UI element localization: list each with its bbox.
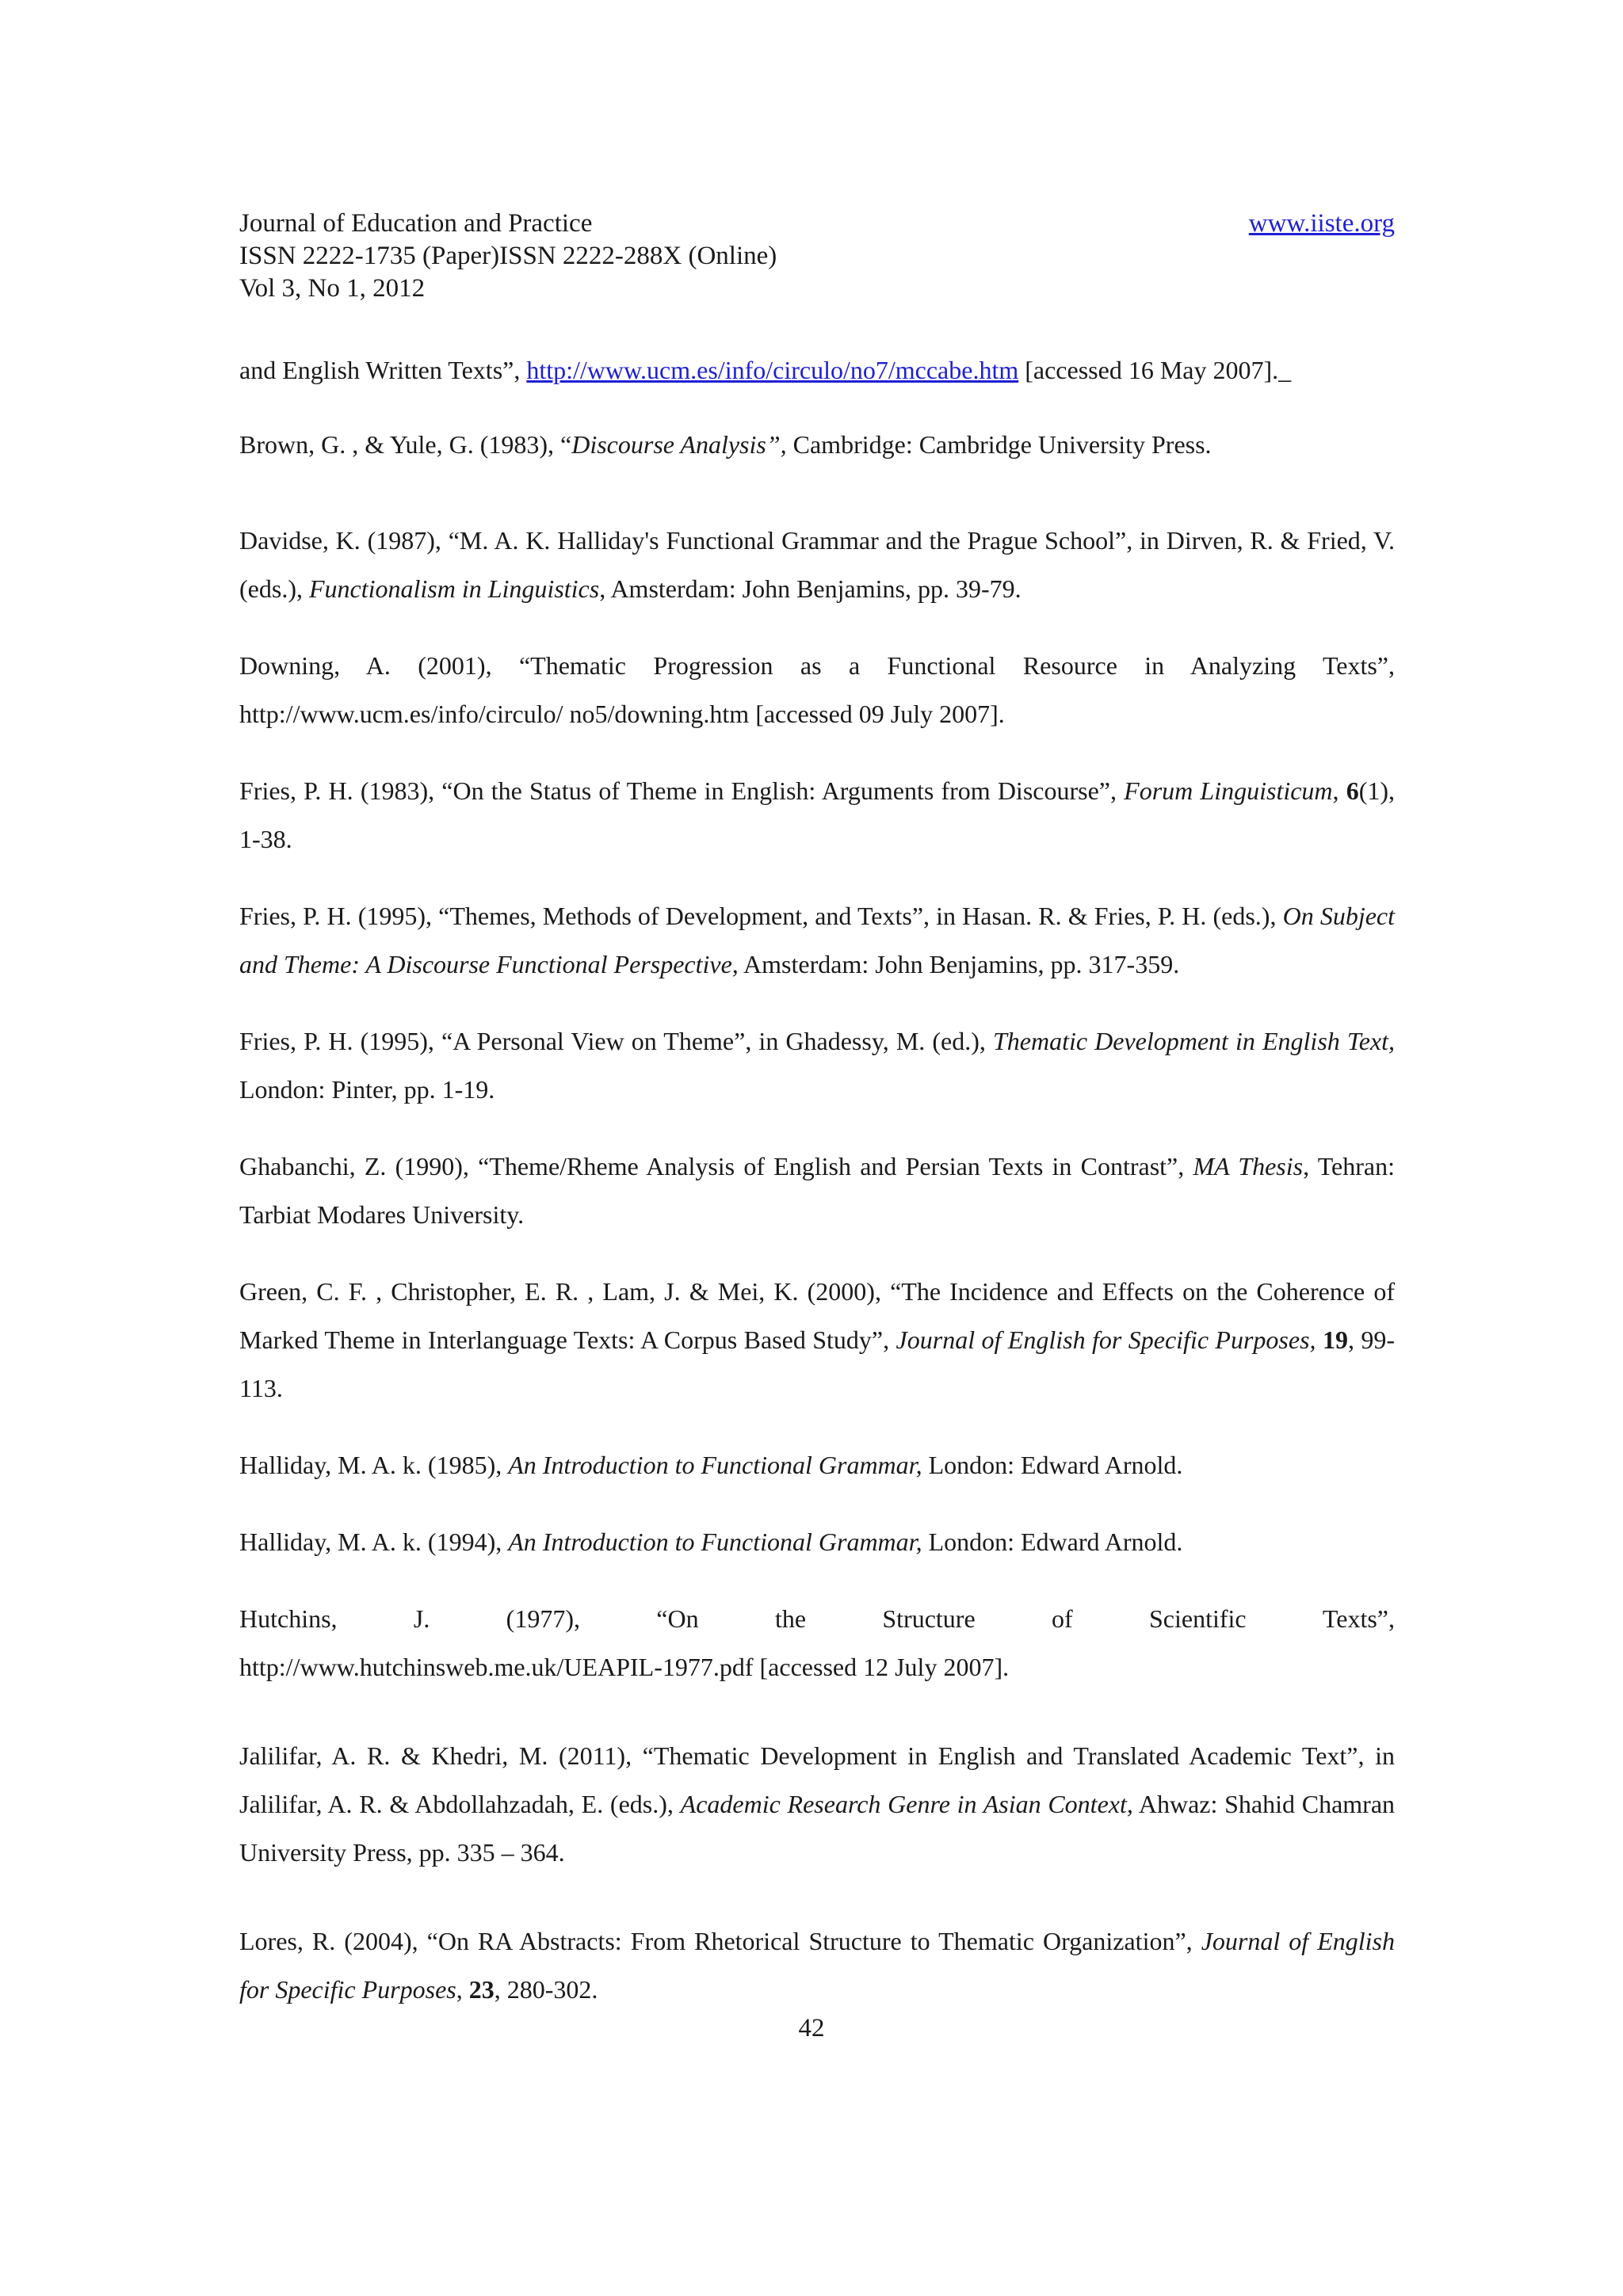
reference-url-link[interactable]: http://www.ucm.es/info/circulo/no7/mccabe.htm — [526, 356, 1019, 384]
issn-online: ISSN 2222-288X (Online) — [499, 242, 777, 270]
reference-entry: Jalilifar, A. R. & Khedri, M. (2011), “Thematic Development in English and Translated Academic Text”, in Jalilifar, A. R. & Abdollahzadah, E. (eds.), Academic Research Genre in Asian Context, Ahwaz: Shahid Chamran University Press, pp. 335 – 364. — [239, 1741, 1396, 1867]
page-number: 42 — [798, 2014, 825, 2042]
volume-info: Vol 3, No 1, 2012 — [239, 274, 426, 303]
reference-entry: Halliday, M. A. k. (1994), An Introduction to Functional Grammar, London: Edward Arnold. — [239, 1527, 1183, 1556]
reference-entry: Lores, R. (2004), “On RA Abstracts: From Rhetorical Structure to Thematic Organization”, Journal of English for Specific Purposes, 23, 280-302. — [239, 1927, 1395, 2004]
reference-entry: and English Written Texts”, http://www.ucm.es/info/circulo/no7/mccabe.htm [accessed 16 May 2007]._ — [239, 356, 1292, 384]
reference-entry: Fries, P. H. (1995), “A Personal View on Theme”, in Ghadessy, M. (ed.), Thematic Development in English Text, London: Pinter, pp. 1-19. — [239, 1027, 1396, 1104]
references-list — [239, 346, 1395, 2014]
reference-entry: Fries, P. H. (1995), “Themes, Methods of Development, and Texts”, in Hasan. R. & Fries, P. H. (eds.), On Subject and Theme: A Discourse Functional Perspective, Amsterdam: John Benjamins, pp. 317-359. — [239, 902, 1395, 978]
reference-entry: Green, C. F. , Christopher, E. R. , Lam, J. & Mei, K. (2000), “The Incidence and Effects on the Coherence of Marked Theme in Interlanguage Texts: A Corpus Based Study”, Journal of English for Specific Purposes, 19, 99-113. — [239, 1277, 1396, 1402]
issn-row — [239, 240, 1395, 273]
reference-entry: Hutchins, J. (1977), “On the Structure of Scientific Texts”, http://www.hutchinsweb.me.uk/UEAPIL-1977.pdf [accessed 12 July 2007]. — [239, 1595, 1395, 1691]
journal-header — [239, 208, 1395, 305]
reference-entry: Downing, A. (2001), “Thematic Progression as a Functional Resource in Analyzing Texts”, http://www.ucm.es/info/circulo/ no5/downing.htm [accessed 09 July 2007]. — [239, 651, 1395, 728]
reference-first-line: Hutchins, J. (1977), “On the Structure of Scientific Texts”, — [239, 1604, 1395, 1633]
reference-entry: Brown, G. , & Yule, G. (1983), “Discourse Analysis”, Cambridge: Cambridge University Press. — [239, 430, 1212, 459]
reference-entry: Halliday, M. A. k. (1985), An Introduction to Functional Grammar, London: Edward Arnold. — [239, 1451, 1183, 1479]
issn-paper: ISSN 2222-1735 (Paper) — [239, 242, 500, 270]
reference-entry: Ghabanchi, Z. (1990), “Theme/Rheme Analysis of English and Persian Texts in Contrast”, MA Thesis, Tehran: Tarbiat Modares University. — [239, 1152, 1396, 1229]
reference-entry: Davidse, K. (1987), “M. A. K. Halliday's Functional Grammar and the Prague School”, in Dirven, R. & Fried, V. (eds.), Functionalism in Linguistics, Amsterdam: John Benjamins, pp. 39-79. — [239, 526, 1395, 603]
journal-website-link[interactable]: www.iiste.org — [1248, 209, 1395, 238]
reference-entry: Fries, P. H. (1983), “On the Status of Theme in English: Arguments from Discourse”, Forum Linguisticum, 6(1), 1-38. — [239, 776, 1396, 853]
journal-title: Journal of Education and Practice — [239, 209, 593, 238]
header-title-row — [239, 208, 1395, 240]
